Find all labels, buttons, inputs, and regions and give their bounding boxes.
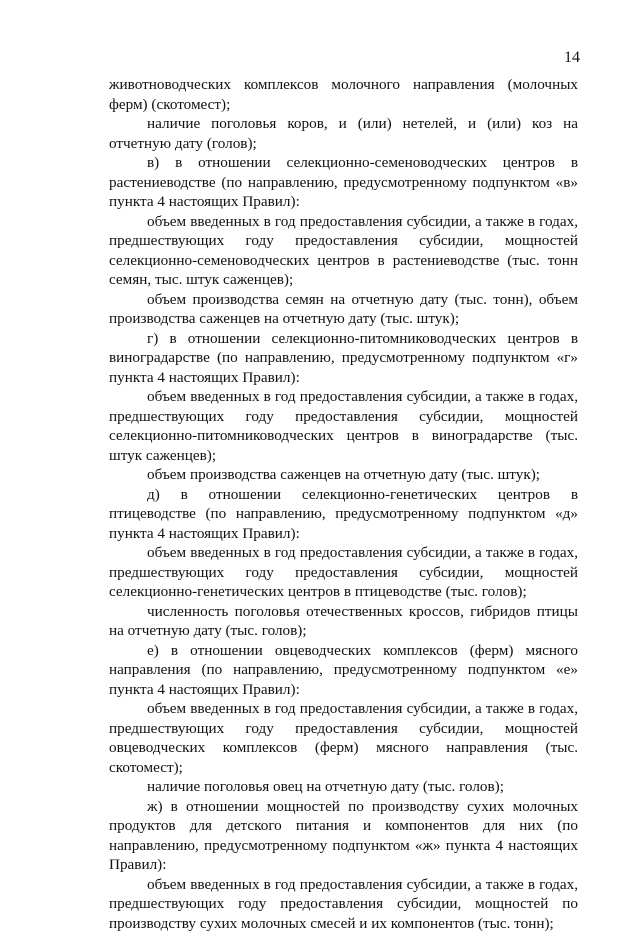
document-body bbox=[109, 75, 578, 933]
paragraph: г) в отношении селекционно-питомниководческих центров в виноградарстве (по направлению, предусмотренному подпунктом «г» пункта 4 настоящих Правил): bbox=[109, 329, 578, 388]
paragraph: численность поголовья отечественных кроссов, гибридов птицы на отчетную дату (тыс. голов); bbox=[109, 602, 578, 641]
paragraph: в) в отношении селекционно-семеноводческих центров в растениеводстве (по направлению, предусмотренному подпунктом «в» пункта 4 настоящих Правил): bbox=[109, 153, 578, 212]
paragraph: объем введенных в год предоставления субсидии, а также в годах, предшествующих году предоставления субсидии, мощностей овцеводческих комплексов (ферм) мясного направления (тыс. скотомест); bbox=[109, 699, 578, 777]
page-number: 14 bbox=[564, 49, 580, 67]
paragraph: д) в отношении селекционно-генетических центров в птицеводстве (по направлению, предусмотренному подпунктом «д» пункта 4 настоящих Правил): bbox=[109, 485, 578, 544]
paragraph: ж) в отношении мощностей по производству сухих молочных продуктов для детского питания и компонентов для них (по направлению, предусмотренному подпунктом «ж» пункта 4 настоящих Правил): bbox=[109, 797, 578, 875]
paragraph: объем введенных в год предоставления субсидии, а также в годах, предшествующих году предоставления субсидии, мощностей селекционно-генетических центров в птицеводстве (тыс. голов); bbox=[109, 543, 578, 602]
paragraph: е) в отношении овцеводческих комплексов (ферм) мясного направления (по направлению, предусмотренному подпунктом «е» пункта 4 настоящих Правил): bbox=[109, 641, 578, 700]
paragraph: объем производства саженцев на отчетную дату (тыс. штук); bbox=[109, 465, 578, 485]
paragraph: объем производства семян на отчетную дату (тыс. тонн), объем производства саженцев на отчетную дату (тыс. штук); bbox=[109, 290, 578, 329]
paragraph: объем введенных в год предоставления субсидии, а также в годах, предшествующих году предоставления субсидии, мощностей селекционно-семеноводческих центров в растениеводстве (тыс. тонн семян, тыс. штук саженцев); bbox=[109, 212, 578, 290]
paragraph: наличие поголовья овец на отчетную дату (тыс. голов); bbox=[109, 777, 578, 797]
paragraph: наличие поголовья коров, и (или) нетелей, и (или) коз на отчетную дату (голов); bbox=[109, 114, 578, 153]
paragraph: животноводческих комплексов молочного направления (молочных ферм) (скотомест); bbox=[109, 75, 578, 114]
paragraph: объем введенных в год предоставления субсидии, а также в годах, предшествующих году предоставления субсидии, мощностей селекционно-питомниководческих центров в виноградарстве (тыс. штук саженцев); bbox=[109, 387, 578, 465]
paragraph: объем введенных в год предоставления субсидии, а также в годах, предшествующих году предоставления субсидии, мощностей по производству сухих молочных смесей и их компонентов (тыс. тонн); bbox=[109, 875, 578, 933]
